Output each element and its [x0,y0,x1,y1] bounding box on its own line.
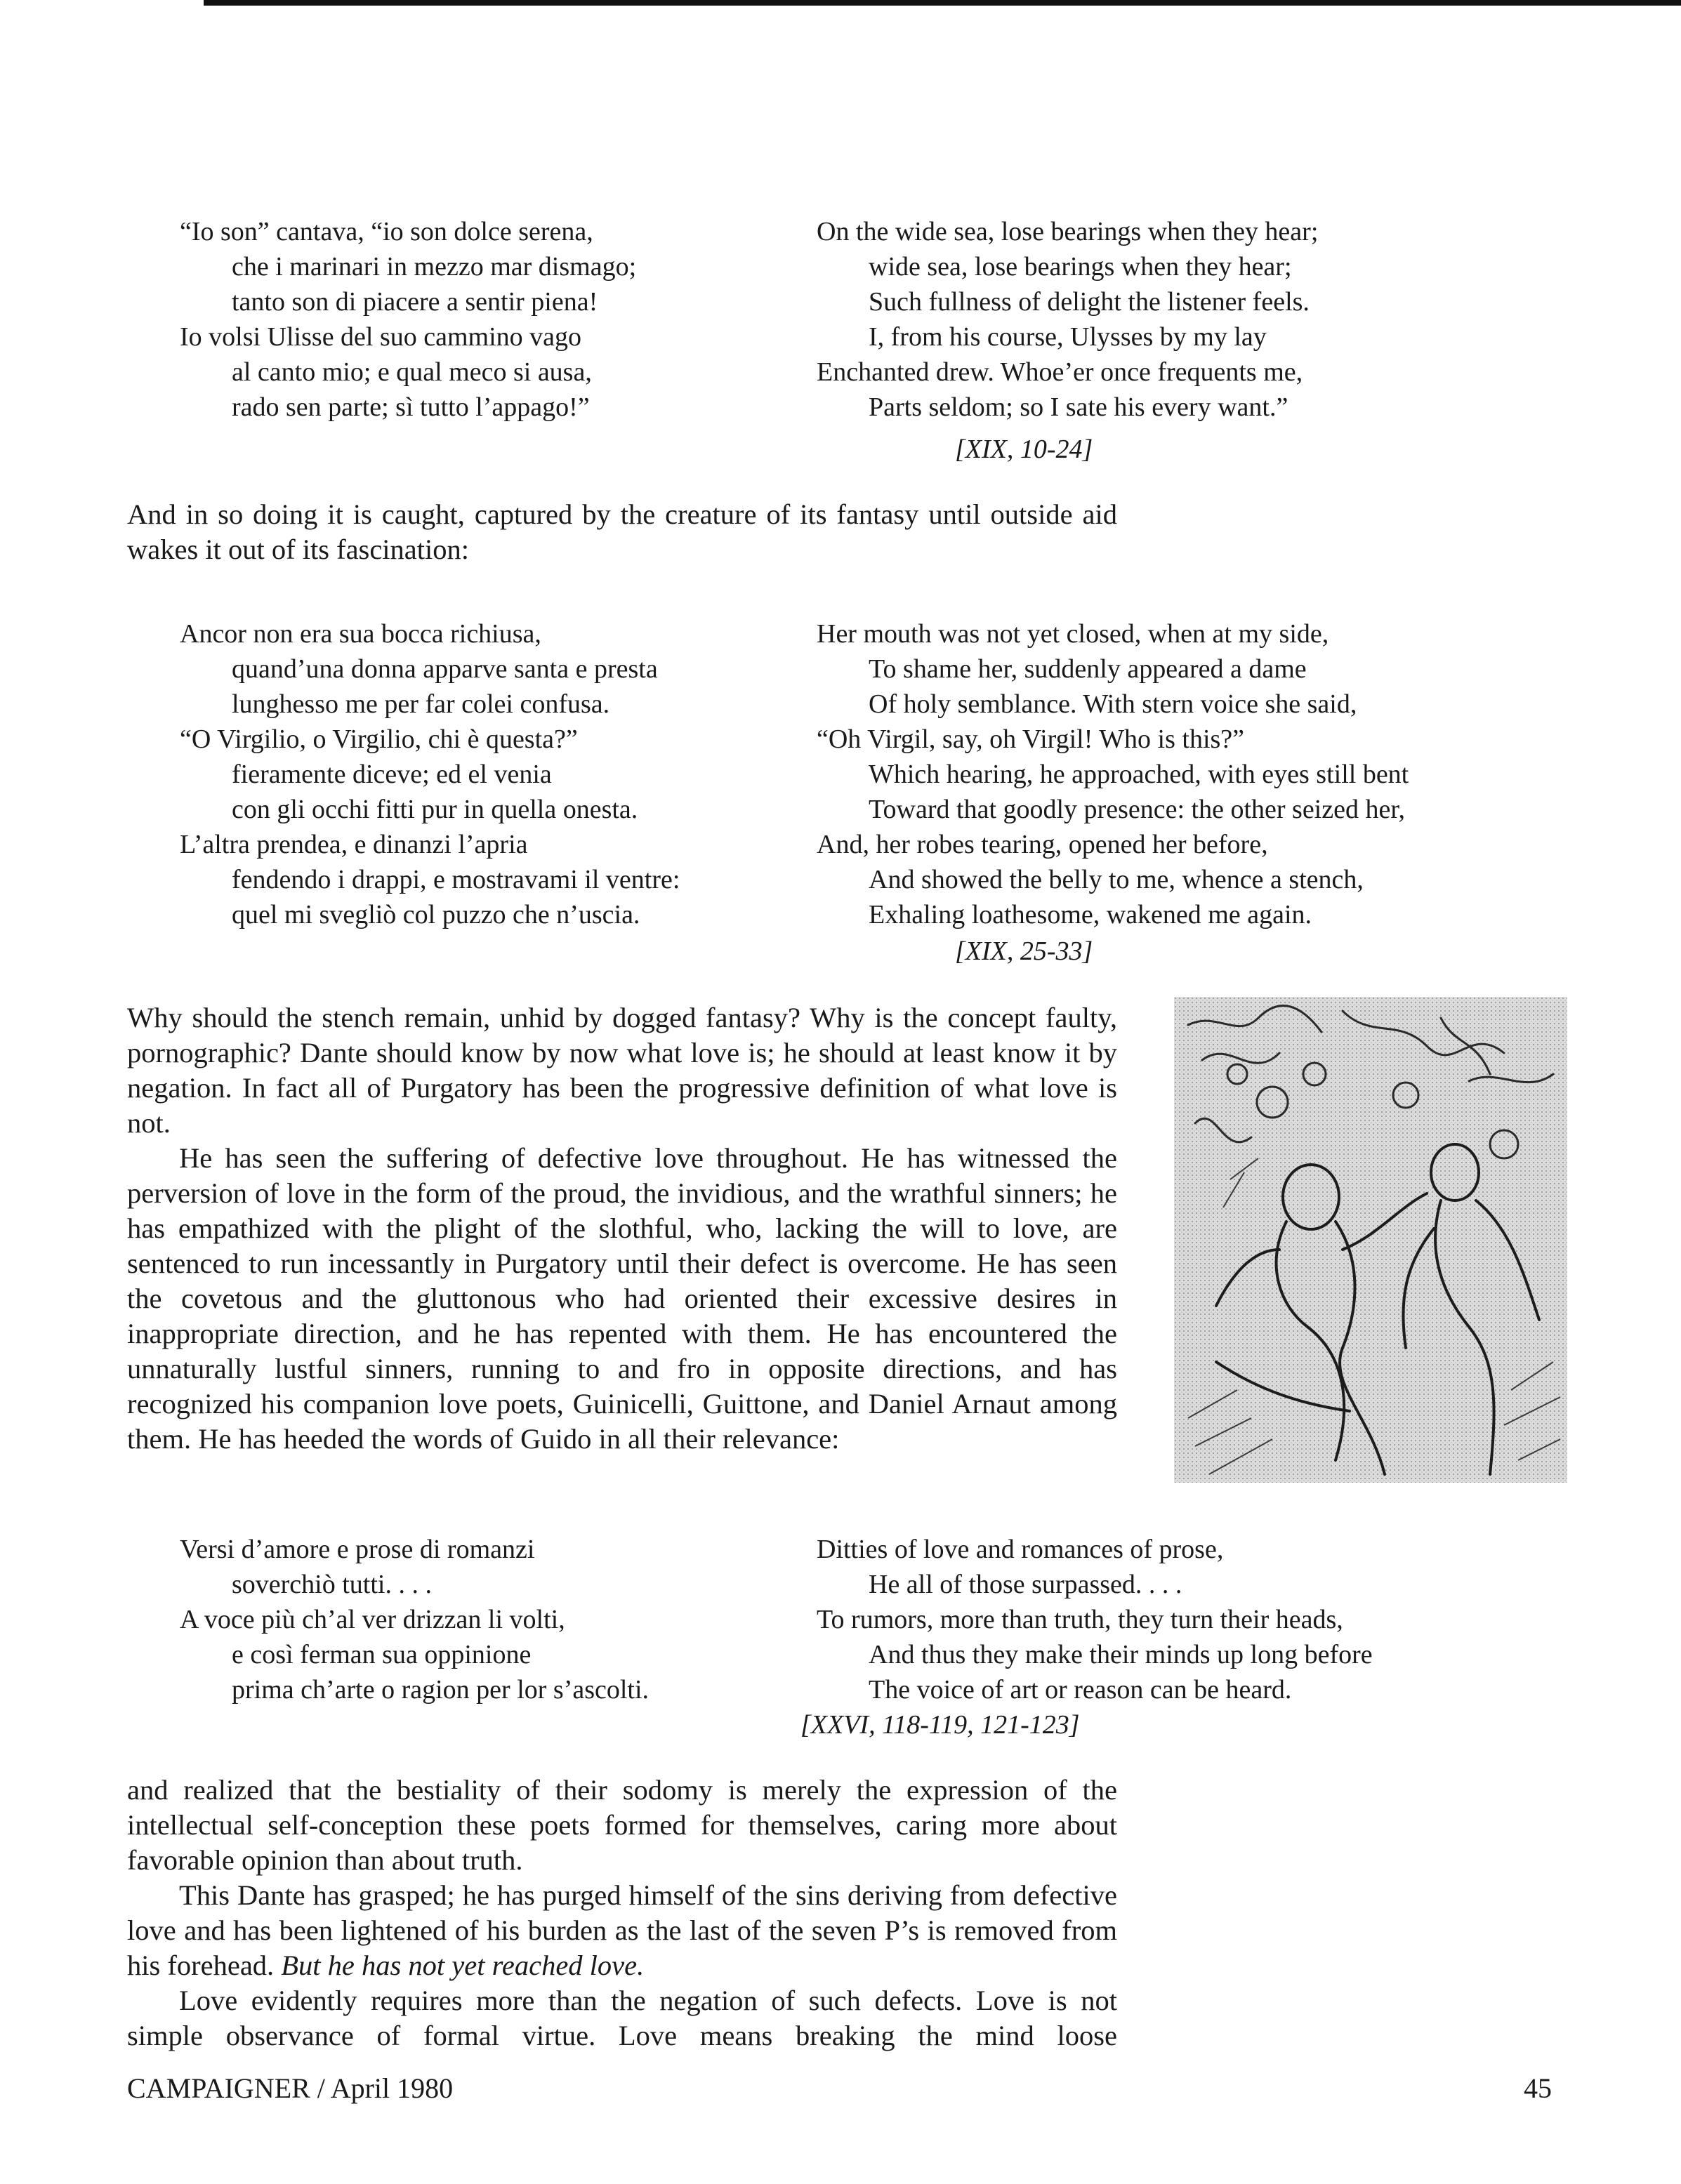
verse-line: al canto mio; e qual meco si ausa, [232,357,592,387]
verse-line: fendendo i drappi, e mostravami il ventre: [232,865,680,894]
excerpt1-italian [180,214,812,425]
verse-line: wide sea, lose bearings when they hear; [869,252,1292,282]
verse-line: e così ferman sua oppinione [232,1640,532,1669]
verse-line: A voce più ch’al ver drizzan li volti, [180,1605,565,1634]
excerpt3-english [817,1532,1589,1707]
verse-line: “Io son” cantava, “io son dolce serena, [180,217,593,246]
verse-line: To rumors, more than truth, they turn their heads, [817,1605,1343,1634]
verse-line: He all of those surpassed. . . . [869,1570,1182,1599]
verse-line: “O Virgilio, o Virgilio, chi è questa?” [180,724,578,754]
paragraph-group-2 [127,1000,1117,1457]
verse-line: And showed the belly to me, whence a stench, [869,865,1364,894]
paragraph-text: And in so doing it is caught, captured by the creature of its fantasy until outside aid wakes it out of its fascination: [127,498,1117,565]
verse-line: rado sen parte; sì tutto l’appago!” [232,392,590,422]
excerpt2-italian [180,616,812,932]
verse-line: quel mi svegliò col puzzo che n’uscia. [232,900,640,929]
verse-line: I, from his course, Ulysses by my lay [869,322,1267,352]
verse-line: Exhaling loathesome, wakened me again. [869,900,1312,929]
verse-line: Io volsi Ulisse del suo cammino vago [180,322,582,352]
verse-line: soverchiò tutti. . . . [232,1570,432,1599]
excerpt1-citation: [XIX, 10-24] [955,435,1093,464]
verse-line: prima ch’arte o ragion per lor s’ascolti. [232,1675,650,1705]
verse-line: On the wide sea, lose bearings when they hear; [817,217,1319,246]
verse-line: fieramente diceve; ed el venia [232,760,552,789]
verse-line: tanto son di piacere a sentir piena! [232,287,598,317]
engraving-figures-image [1174,997,1567,1483]
verse-line: Which hearing, he approached, with eyes still bent [869,760,1409,789]
top-rule [204,0,1681,6]
verse-line: che i marinari in mezzo mar dismago; [232,252,637,282]
paragraph-1 [127,497,1117,567]
verse-line: To shame her, suddenly appeared a dame [869,654,1307,684]
verse-line: Parts seldom; so I sate his every want.” [869,392,1288,422]
verse-line: The voice of art or reason can be heard. [869,1675,1292,1705]
excerpt2-citation: [XIX, 25-33] [955,937,1093,966]
page-number: 45 [1524,2072,1552,2104]
verse-line: Her mouth was not yet closed, when at my side, [817,619,1329,649]
verse-line: Enchanted drew. Whoe’er once frequents me, [817,357,1303,387]
paragraph-text: Why should the stench remain, unhid by dogged fantasy? Why is the concept faulty, pornographic? Dante should know by now what love is; he should at least know it by negation. In fact all of Purgatory has been the progressive definition of what love is not. [127,1002,1117,1139]
verse-line: “Oh Virgil, say, oh Virgil! Who is this?” [817,724,1245,754]
verse-line: Toward that goodly presence: the other seized her, [869,795,1405,824]
verse-line: Ditties of love and romances of prose, [817,1535,1224,1564]
paragraph-text [127,1878,1117,1983]
excerpt1-english [817,214,1519,425]
excerpt2-english [817,616,1589,932]
verse-line: Ancor non era sua bocca richiusa, [180,619,541,649]
excerpt3-citation: [XXVI, 118-119, 121-123] [800,1710,1080,1740]
verse-line: And thus they make their minds up long before [869,1640,1373,1669]
verse-line: Of holy semblance. With stern voice she said, [869,689,1357,719]
paragraph-text: Love evidently requires more than the negation of such defects. Love is not simple observance of formal virtue. Love means breaking the mind loose [127,1985,1117,2051]
verse-line: And, her robes tearing, opened her before, [817,830,1268,859]
emphasis-text: But he has not yet reached love. [281,1950,645,1981]
paragraph-group-3 [127,1773,1117,2053]
verse-line: Such fullness of delight the listener feels. [869,287,1310,317]
verse-line: con gli occhi fitti pur in quella onesta. [232,795,638,824]
footer-publication: CAMPAIGNER / April 1980 [127,2072,454,2104]
paragraph-text-span: This Dante has grasped; he has purged himself of the sins deriving from defective love and has been lightened of his burden as the last of the seven P’s is removed from his forehead. [127,1879,1117,1981]
verse-line: quand’una donna apparve santa e presta [232,654,658,684]
verse-line: Versi d’amore e prose di romanzi [180,1535,535,1564]
paragraph-text: and realized that the bestiality of their sodomy is merely the expression of the intellectual self-conception these poets formed for themselves, caring more about favorable opinion than about truth. [127,1774,1117,1876]
verse-line: lunghesso me per far colei confusa. [232,689,610,719]
paragraph-text: He has seen the suffering of defective love throughout. He has witnessed the perversion of love in the form of the proud, the invidious, and the wrathful sinners; he has empathized with the plight of the slothful, who, lacking the will to love, are sentenced to run incessantly in Purgatory until their defect is overcome. He has seen the covetous and the gluttonous who had oriented their excessive desires in inappropriate direction, and he has repented with them. He has encountered the unnaturally lustful sinners, running to and fro in opposite directions, and has recognized his companion love poets, Guinicelli, Guittone, and Daniel Arnaut among them. He has heeded the words of Guido in all their relevance: [127,1142,1117,1455]
excerpt3-italian [180,1532,812,1707]
verse-line: L’altra prendea, e dinanzi l’apria [180,830,528,859]
engraving-illustration [1174,997,1567,1483]
